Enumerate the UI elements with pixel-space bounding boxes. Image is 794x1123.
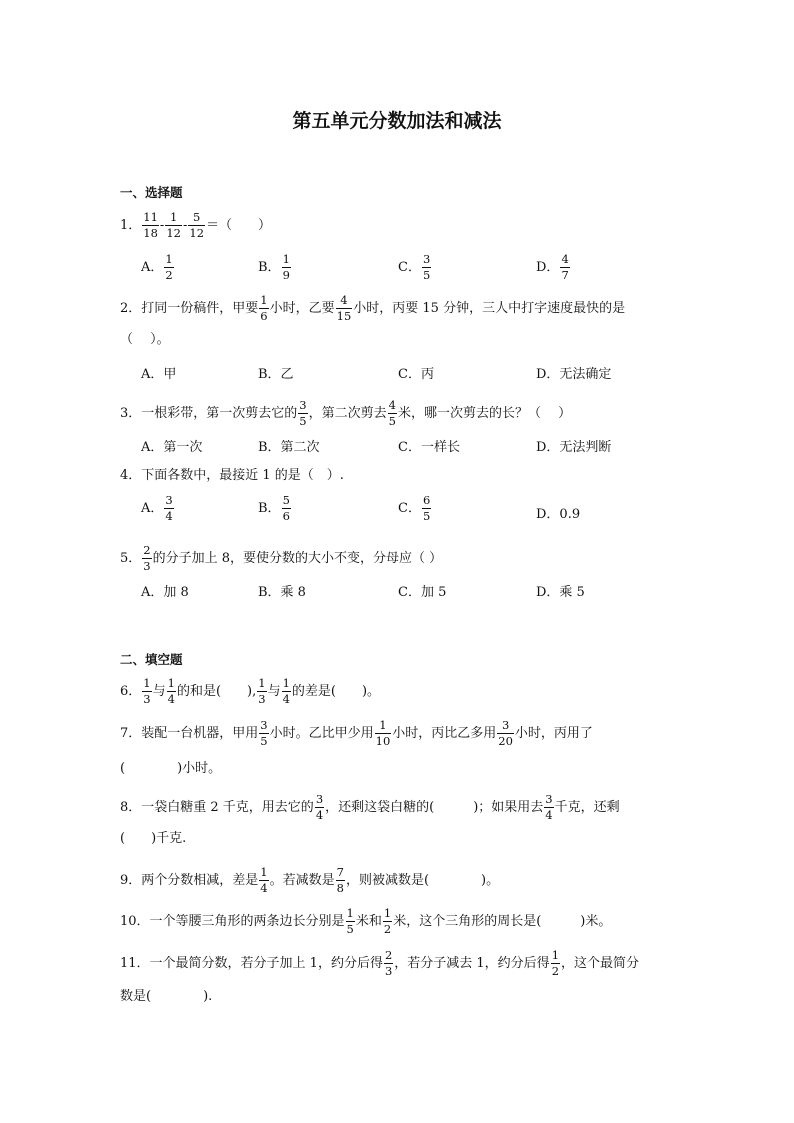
question-7: 7．装配一台机器，甲用 $\frac{3}{5}$ 小时。乙比甲少用 $\frac{1}{10}$ 小时，丙比乙多用 $\frac{3}{20}$ 小时，丙用了 <box>120 718 593 749</box>
option-b: B．乙 <box>258 367 294 382</box>
question-8: 8．一袋白糖重 2 千克，用去它的 $\frac{3}{4}$ ，还剩这袋白糖的( )；如果用去 $\frac{3}{4}$ 千克，还剩 <box>120 792 620 823</box>
question-4: 4．下面各数中，最接近 1 的是（ ）. <box>120 468 344 483</box>
question-11: 11．一个最简分数，若分子加上 1，约分后得 $\frac{2}{3}$ ，若分子减去 1，约分后得 $\frac{1}{2}$ ，这个最简分 <box>120 948 640 979</box>
option-c: C．加 5 <box>398 585 447 600</box>
fraction: $\frac{1}{6}$ <box>260 293 268 324</box>
option-a: A．第一次 <box>141 440 203 455</box>
option-a: A． $\frac{3}{4}$ <box>141 493 173 524</box>
question-number: 1． <box>120 218 142 234</box>
option-c: C．一样长 <box>398 440 460 455</box>
section-heading-fill: 二、填空题 <box>120 652 183 667</box>
option-c: C． $\frac{3}{5}$ <box>398 252 431 283</box>
question-11-continued: 数是( ). <box>120 989 213 1004</box>
fraction: $\frac{3}{5}$ <box>299 398 307 429</box>
option-d: D．无法判断 <box>536 440 612 455</box>
question-2-continued: （ ）。 <box>120 332 170 347</box>
option-c: C． $\frac{6}{5}$ <box>398 493 431 524</box>
option-d: D．无法确定 <box>536 367 612 382</box>
option-a: A． $\frac{1}{2}$ <box>141 252 173 283</box>
fraction: $\frac{1}{12}$ <box>166 210 181 241</box>
fraction: $\frac{2}{3}$ <box>143 543 151 574</box>
option-c: C．丙 <box>398 367 434 382</box>
question-9: 9．两个分数相减，差是 $\frac{1}{4}$ 。若减数是 $\frac{7}{8}$ ，则被减数是( )。 <box>120 865 500 896</box>
option-b: B．第二次 <box>258 440 320 455</box>
question-7-continued: ( )小时。 <box>120 761 222 776</box>
question-2: 2．打同一份稿件，甲要 $\frac{1}{6}$ 小时，乙要 $\frac{4}{15}$ 小时，丙要 15 分钟，三人中打字速度最快的是 <box>120 293 626 324</box>
fraction: $\frac{4}{5}$ <box>388 398 396 429</box>
option-d: D．乘 5 <box>536 585 585 600</box>
option-b: B． $\frac{5}{6}$ <box>258 493 290 524</box>
question-8-continued: ( )千克. <box>120 831 187 846</box>
minus-sign: - <box>182 218 188 234</box>
question-1 <box>120 211 271 240</box>
minus-sign: - <box>159 218 165 234</box>
question-3: 3．一根彩带，第一次剪去它的 $\frac{3}{5}$ ，第二次剪去 $\frac{4}{5}$ 米，哪一次剪去的长？（ ） <box>120 398 572 429</box>
fraction: $\frac{4}{15}$ <box>336 293 352 324</box>
option-a: A．甲 <box>141 367 177 382</box>
option-a: A．加 8 <box>141 585 189 600</box>
fraction: $\frac{11}{18}$ <box>143 210 158 241</box>
question-6: 6． $\frac{1}{3}$ 与 $\frac{1}{4}$ 的和是( ), $\frac{1}{3}$ 与 $\frac{1}{4}$ 的差是( )。 <box>120 676 381 707</box>
answer-blank: ＝（ ） <box>206 218 272 234</box>
option-b: B．乘 8 <box>258 585 306 600</box>
option-d: D．0.9 <box>536 507 581 522</box>
option-b: B． $\frac{1}{9}$ <box>258 252 290 283</box>
question-5: 5． $\frac{2}{3}$ 的分子加上 8，要使分数的大小不变，分母应（ ） <box>120 543 443 574</box>
option-d: D． $\frac{4}{7}$ <box>536 252 569 283</box>
question-10: 10．一个等腰三角形的两条边长分别是 $\frac{1}{5}$ 米和 $\frac{1}{2}$ 米，这个三角形的周长是( )米。 <box>120 906 612 937</box>
section-heading-choice: 一、选择题 <box>120 185 183 200</box>
fraction: $\frac{5}{12}$ <box>189 210 205 241</box>
page-title: 第五单元分数加法和减法 <box>292 110 502 132</box>
